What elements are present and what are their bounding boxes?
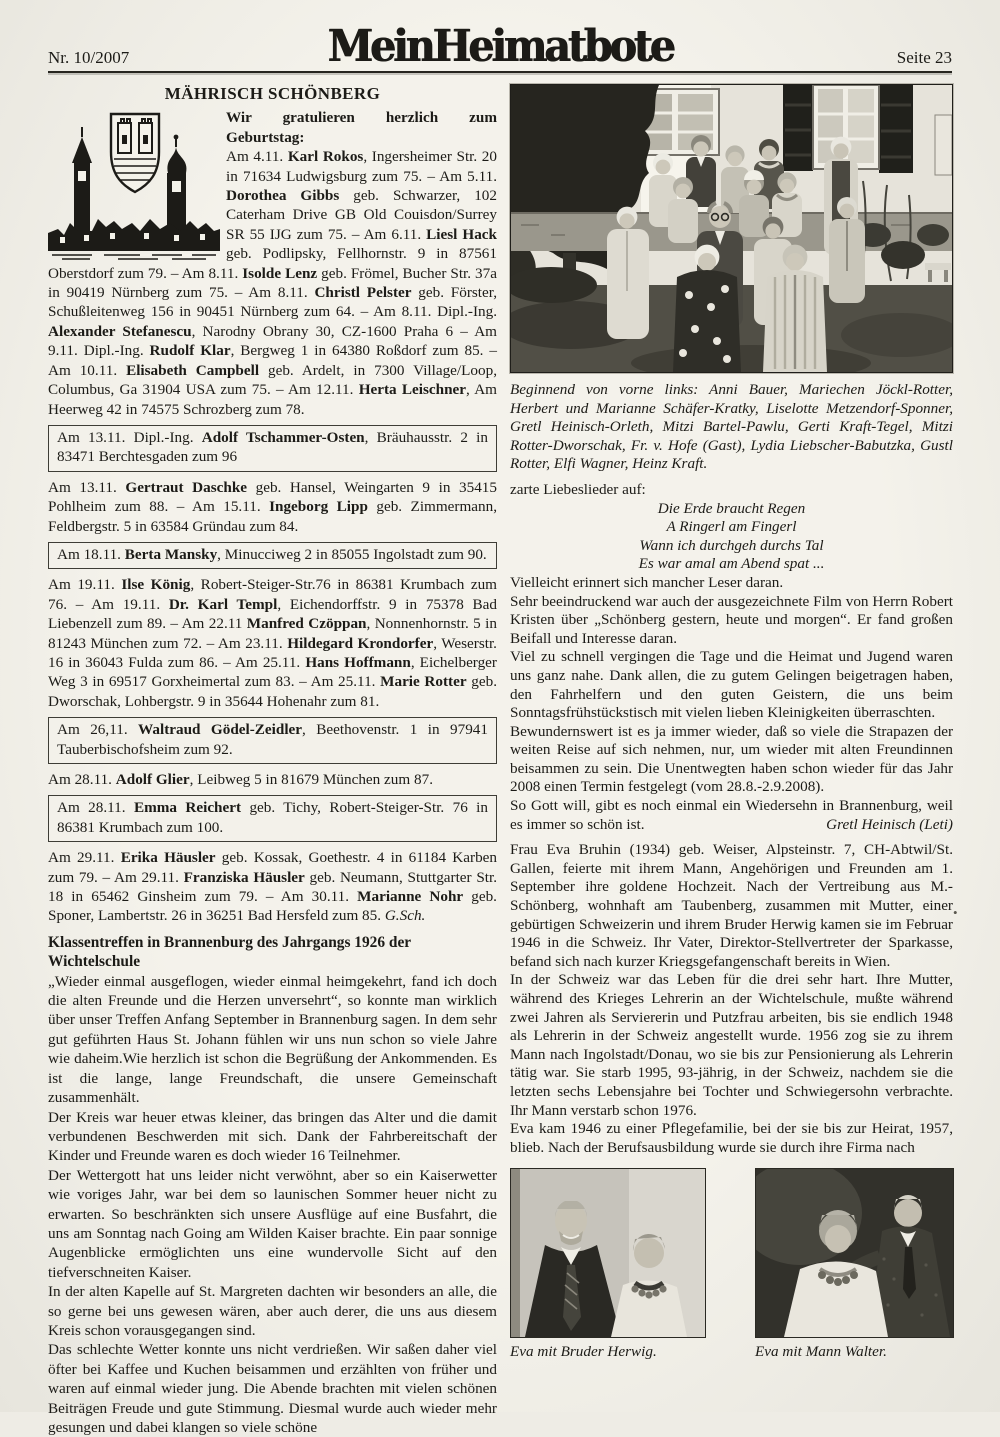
photo-eva-herwig-image [510, 1168, 706, 1338]
group-photo [510, 84, 953, 373]
page-number: Seite 23 [896, 48, 952, 67]
right-column [510, 84, 953, 1362]
birthday-intro [48, 108, 497, 419]
article-heading: Klassentreffen in Brannenburg des Jahrgangs 1926 der Wichtelschule [48, 933, 411, 971]
margin-mark: • [953, 905, 958, 920]
masthead-logo: MeinHeimatbote [327, 20, 673, 72]
article-paragraph-4: In der alten Kapelle auf St. Margreten dachten wir besonders an alle, die so gerne bei uns gewesen wären, aber auch derer, die uns aus diesem Kreis schon vorausgegangen sind. [48, 1283, 497, 1339]
greeting-heading: Wir gratulieren herzlich zum Geburtstag: [226, 109, 497, 146]
closing-line [510, 797, 953, 834]
birthday-paragraph-5: Am 29.11. Erika Häusler geb. Kossak, Goethestr. 4 in 61184 Karben zum 79. – Am 29.11. Franziska Häusler geb. Neumann, Stuttgarter Str. 18 in 65462 Ginsheim zum 79. – Am 30.11. Marianne Nohr geb. Sponer, Lambertstr. 26 in 36251 Bad Hersfeld zum 85. G.Sch. [48, 849, 498, 925]
article-paragraph-2: Der Kreis war heuer etwas kleiner, das bringen das Alter und die damit verbundenen Beschwerden mit sich. Dank der Fahrbereitschaft der Kinder und Freunde waren es doch wieder 16 Teilnehmer. [48, 1108, 497, 1165]
birthday-paragraph-2: Am 13.11. Gertraut Daschke geb. Hansel, Weingarten 9 in 35415 Pohlheim zum 88. – Am 15.11. Ingeborg Lipp geb. Zimmermann, Feldbergstr. 5 in 63584 Gründau zum 84. [48, 478, 498, 535]
article-paragraph-1: „Wieder einmal ausgeflogen, wieder einmal heimgekehrt, fand ich doch die alten Freunde und die Herzen unversehrt“, so konnte man wirklich über unser Treffen Anfang September in Brannenburg sagen. In dem sehr gut geführten Haus St. Johann fühlen wir uns nun schon so viele Jahre wie daheim.Wie herzlich ist schon die Begrüßung der Ankommenden. Es ist die lange, lange Freundschaft, die unsere Gemeinschaft zusammenhält. [48, 972, 497, 1107]
closing-text: So Gott will, gibt es noch einmal ein Wiedersehn in Brannenburg, weil es immer so schön ist. [510, 797, 953, 833]
poem-line: A Ringerl am Fingerl [666, 518, 797, 536]
article-paragraph: In der Schweiz war das Leben für die drei sehr hart. Ihre Mutter, während des Krieges Lehrerin an der Wichtelschule, mußte während zwei Jahren als Serviererin und Putzfrau arbeiten, bis sie endlich 1948 als Lehrerin in der Schweiz angestellt wurde. 1956 zog sie zu ihrem Mann nach Ingolstadt/Donau, wo sie bis zur Pensionierung als Lehrerin tätig war. Sie starb 1995, 93-jährig, in der Schweiz, nachdem sie die letzten sechs Lebensjahre bei Tochter und Schwiegersohn verbrachte. Ihr Mann verstarb schon 1976. [510, 971, 953, 1119]
birthday-paragraph-1: Am 4.11. Karl Rokos, Ingersheimer Str. 20 in 71634 Ludwigsburg zum 75. – Am 5.11. Dorothea Gibbs geb. Schwarzer, 102 Caterham Drive GB Old Couisdon/Surrey SR 55 IJG zum 75. – Am 6.11. Liesl Hack geb. Podlipsky, Fellhornstr. 9 in 87561 Oberstdorf zum 79. – Am 8.11. Isolde Lenz geb. Frömel, Bucher Str. 37a in 90419 Nürnberg zum 75. – Am 8.11. Christl Pelster geb. Förster, Schußleitenweg 156 in 90451 Nürnberg zum 64. – Am 8.11. Dipl.-Ing. Alexander Stefanescu, Narodny Obrany 30, CZ-1600 Praha 6 – Am 9.11. Dipl.-Ing. Rudolf Klar, Bergweg 1 in 64380 Roßdorf zum 85. – Am 10.11. Elisabeth Campbell geb. Ardelt, in 7300 Village/Loop, Columbus, Ga 31904 USA zum 75. – Am 12.11. Herta Leischner, Am Heerweg 42 in 74575 Schrozberg zum 78. [48, 148, 498, 418]
photo-eva-herwig [510, 1168, 706, 1362]
birthday-box-4: Am 28.11. Emma Reichert geb. Tichy, Robert-Steiger-Str. 76 in 86381 Krumbach zum 100. [48, 795, 497, 842]
article-paragraph-5: Das schlechte Wetter konnte uns nicht verdrießen. Wir saßen daher viel öfter bei Kaffee und Kuchen beisammen und erzählten von früher und waren auf einmal wieder jung. Die Abende brachten mit vielen schönen Beiträgen Freude und gute Stimmung. Diesmal wurde auch wieder mehr gesungen und dabei klangen so viele schöne [48, 1341, 497, 1436]
group-photo-caption: Beginnend von vorne links: Anni Bauer, Mariechen Jöckl-Rotter, Herbert und Marianne Schäfer-Kratky, Liselotte Metzendorf-Sponner, Gretl Heinisch-Orleth, Mitzi Bartel-Pawlu, Gerti Kraft-Tegel, Mitzi Rotter-Dworschak, Fr. v. Hofe (Gast), Lydia Liebscher-Babutzka, Gustl Rotter, Elfi Wagner, Heinz Kraft. [510, 381, 953, 473]
photo-eva-walter-image [755, 1168, 954, 1338]
poem-line: Die Erde braucht Regen [657, 499, 806, 517]
lead-in-line: zarte Liebeslieder auf: [510, 480, 646, 498]
signature: Gretl Heinisch (Leti) [826, 815, 953, 833]
header-rule [48, 71, 952, 73]
issue-number: Nr. 10/2007 [48, 48, 130, 67]
article-paragraph: Sehr beeindruckend war auch der ausgezeichnete Film von Herrn Robert Kristen über „Schönberg gestern, heute und morgen“. Er fand großen Beifall und Interesse daran. [510, 592, 953, 647]
left-column [48, 84, 497, 1437]
poem [510, 500, 953, 574]
article-paragraph: Vielleicht erinnert sich mancher Leser daran. [510, 573, 784, 591]
article-paragraph: Viel zu schnell vergingen die Tage und die Heimat und Jugend waren uns ganz nahe. Dank allen, die zu gutem Gelingen beigetragen haben, den Fahrhelfern und den guten Geistern, die uns beim Sonntagsfrühstückstisch mit vielen lieben Kleinigkeiten überraschten. [510, 648, 953, 722]
photo-caption-right: Eva mit Mann Walter. [755, 1343, 887, 1361]
photo-eva-walter [755, 1168, 954, 1362]
birthday-box-2: Am 18.11. Berta Mansky, Minucciweg 2 in 85055 Ingolstadt zum 90. [48, 542, 497, 569]
article-paragraph: Frau Eva Bruhin (1934) geb. Weiser, Alpsteinstr. 7, CH-Abtwil/St. Gallen, feierte mit ihrem Mann, Angehörigen und Freunden am 1. September ihre goldene Hochzeit. Nach der Vertreibung aus M.-Schönberg, wohnhaft am Taubenberg, zusammen mit Mutter, einer gebürtigen Schweizerin und ihrem Bruder Herwig kamen sie im Februar 1946 in die Schweiz. Ihr Vater, Direktor-Stellvertreter der Sparkasse, befand sich nach kurzer Kriegsgefangenschaft bereits in Wien. [510, 841, 953, 970]
birthday-paragraph-4: Am 28.11. Adolf Glier, Leibweg 5 in 81679 München zum 87. [48, 771, 433, 788]
section-title: MÄHRISCH SCHÖNBERG [164, 84, 381, 103]
poem-line: Wann ich durchgeh durchs Tal [639, 536, 824, 554]
town-crest-illustration [48, 111, 220, 261]
birthday-box-1: Am 13.11. Dipl.-Ing. Adolf Tschammer-Osten, Bräuhausstr. 2 in 83471 Berchtesgaden zum 96 [48, 425, 497, 472]
birthday-box-3: Am 26,11. Waltraud Gödel-Zeidler, Beethovenstr. 1 in 97941 Tauberbischofsheim zum 92. [48, 717, 497, 764]
birthday-paragraph-3: Am 19.11. Ilse König, Robert-Steiger-Str.76 in 86381 Krumbach zum 76. – Am 19.11. Dr. Karl Templ, Eichendorffstr. 9 in 75378 Bad Liebenzell zum 89. – Am 22.11 Manfred Czöppan, Nonnenhornstr. 5 in 81243 München zum 72. – Am 23.11. Hildegard Krondorfer, Weserstr. 16 in 36043 Fulda zum 86. – Am 25.11. Hans Hoffmann, Eichelberger Weg 3 in 69517 Gorxheimertal zum 83. – Am 25.11. Marie Rotter geb. Dworschak, Lohbergstr. 9 in 35644 Hohenahr zum 81. [48, 576, 498, 710]
article-paragraph: Eva kam 1946 zu einer Pflegefamilie, bei der sie bis zur Heirat, 1957, blieb. Nach der Berufsausbildung wurde sie durch ihre Firma nach [510, 1120, 953, 1156]
photo-caption-left: Eva mit Bruder Herwig. [510, 1343, 657, 1361]
article-paragraph: Bewundernswert ist es ja immer wieder, daß so viele die Strapazen der weiten Reise auf sich nehmen, nur, um wieder mit alten Freundinnen beisammen zu sein. Die Unentwegten haben schon wieder für das Jahr 2008 einen Termin festgelegt (vom 28.8.-2.9.2008). [510, 722, 953, 796]
article-paragraph-3: Der Wettergott hat uns leider nicht verwöhnt, aber so ein Kaiserwetter wie voriges Jahr, war bei dem so launischen Sommer heuer nicht zu erwarten. So beschränkten sich unsere Ausflüge auf eine Busfahrt, die uns am Sonntag nach Going am Wilden Kaiser brachte. Ein paar sonnige Augenblicke ermöglichten uns eine wundervolle Sicht auf den tiefverschneiten Kaiser. [48, 1166, 497, 1281]
photo-row [510, 1168, 953, 1362]
poem-line: Es war amal am Abend spat ... [638, 555, 825, 573]
